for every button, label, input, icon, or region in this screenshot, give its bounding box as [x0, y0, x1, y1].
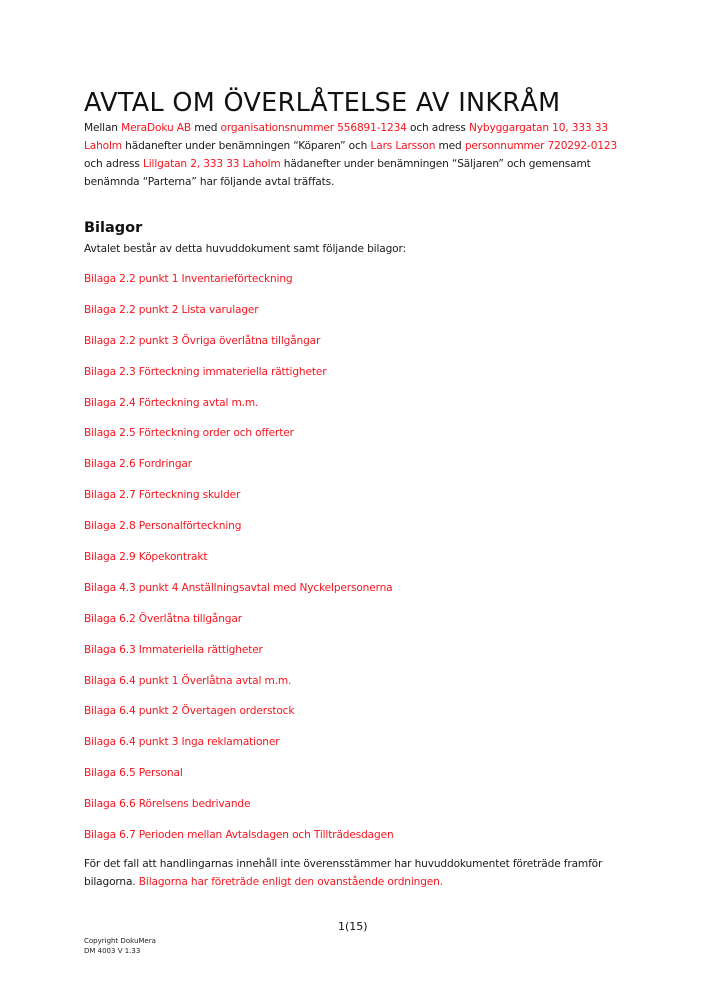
- seller-address-field: Lillgatan 2, 333 33 Laholm: [143, 158, 281, 170]
- appendix-item: Bilaga 6.7 Perioden mellan Avtalsdagen och Tillträdesdagen: [84, 829, 394, 842]
- page-number: 1(15): [338, 920, 368, 933]
- section-lead: Avtalet består av detta huvuddokument samt följande bilagor:: [84, 243, 406, 255]
- intro-paragraph: [84, 119, 624, 191]
- appendix-item: Bilaga 6.2 Överlåtna tillgångar: [84, 612, 242, 625]
- section-heading: Bilagor: [84, 220, 143, 236]
- document-page: [84, 88, 624, 888]
- appendix-item: Bilaga 6.3 Immateriella rättigheter: [84, 643, 263, 656]
- footer-copyright: [84, 936, 156, 956]
- appendix-item: Bilaga 2.3 Förteckning immateriella rättigheter: [84, 365, 327, 378]
- buyer-address-field: Nybyggargatan 10, 333 33 Laholm: [84, 122, 608, 152]
- intro-text: med: [190, 122, 221, 134]
- intro-text: med: [435, 140, 465, 152]
- document-title: AVTAL OM ÖVERLÅTELSE AV INKRÅM: [84, 88, 561, 118]
- appendix-item: Bilaga 2.4 Förteckning avtal m.m.: [84, 396, 259, 409]
- intro-text: och adress: [84, 158, 144, 170]
- precedence-text: För det fall att handlingarnas innehåll inte överensstämmer har huvuddokumentet företräde framför bilagorna.: [84, 858, 603, 888]
- buyer-name-field: MeraDoku AB: [121, 122, 191, 134]
- appendix-item: Bilaga 6.5 Personal: [84, 767, 183, 780]
- appendix-item: Bilaga 2.5 Förteckning order och offerter: [84, 427, 294, 440]
- seller-name-field: Lars Larsson: [370, 140, 436, 152]
- appendix-item: Bilaga 2.2 punkt 2 Lista varulager: [84, 303, 259, 316]
- document-code: DM 4003 V 1.33: [84, 947, 141, 955]
- intro-text: Mellan: [84, 122, 122, 134]
- intro-text: och adress: [406, 122, 469, 134]
- appendix-item: Bilaga 6.4 punkt 2 Övertagen orderstock: [84, 705, 295, 718]
- copyright-text: Copyright DokuMera: [84, 937, 156, 945]
- appendix-item: Bilaga 6.6 Rörelsens bedrivande: [84, 798, 251, 811]
- appendix-list: [84, 271, 394, 858]
- appendix-item: Bilaga 2.2 punkt 3 Övriga överlåtna tillgångar: [84, 334, 321, 347]
- appendix-item: Bilaga 2.6 Fordringar: [84, 458, 192, 471]
- appendix-item: Bilaga 6.4 punkt 1 Överlåtna avtal m.m.: [84, 674, 292, 687]
- appendix-item: Bilaga 4.3 punkt 4 Anställningsavtal med Nyckelpersonerna: [84, 581, 393, 594]
- seller-pnr-field: personnummer 720292-0123: [464, 140, 618, 152]
- appendix-item: Bilaga 6.4 punkt 3 Inga reklamationer: [84, 736, 280, 749]
- intro-text: hädanefter under benämningen “Säljaren” och gemensamt benämnda “Parterna” har följande avtal träffats.: [84, 158, 591, 188]
- precedence-order-text: Bilagorna har företräde enligt den ovanstående ordningen.: [138, 876, 443, 888]
- buyer-orgnr-field: organisationsnummer 556891-1234: [220, 122, 407, 134]
- appendix-item: Bilaga 2.8 Personalförteckning: [84, 520, 242, 533]
- appendix-item: Bilaga 2.2 punkt 1 Inventarieförteckning: [84, 273, 293, 285]
- appendix-item: Bilaga 2.7 Förteckning skulder: [84, 489, 241, 502]
- appendix-item: Bilaga 2.9 Köpekontrakt: [84, 551, 208, 564]
- precedence-paragraph: [84, 855, 624, 891]
- intro-text: hädanefter under benämningen “Köparen” och: [121, 140, 371, 152]
